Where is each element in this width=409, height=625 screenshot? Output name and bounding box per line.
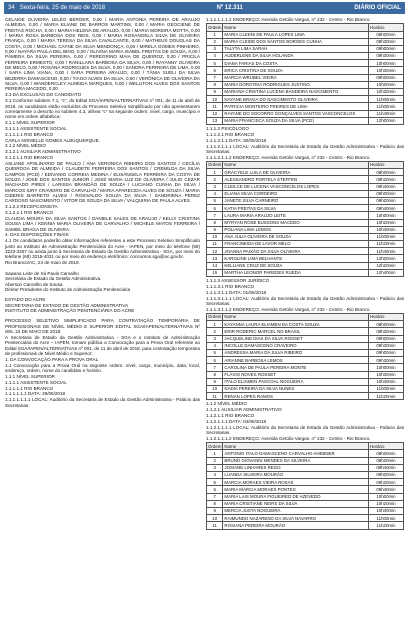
row-nome: PATRICIA MONTEIRO FREIRES DE LIMA bbox=[223, 103, 369, 110]
row-horario: 11h00min bbox=[369, 233, 404, 240]
row-ordem: 5 bbox=[207, 479, 223, 486]
row-ordem: 8 bbox=[207, 219, 223, 226]
row-nome: TALYTA LIMA SARAH bbox=[223, 45, 369, 52]
row-nome: FRANCINEIDA DE LAVOR MELO bbox=[223, 241, 369, 248]
table-row bbox=[207, 378, 404, 385]
subsection: 3.1.1 NÍVEL SUPERIOR bbox=[5, 120, 55, 126]
row-horario: 10h30min bbox=[369, 371, 404, 378]
row-nome: MARIA MARCIA MORAES PONTES bbox=[223, 486, 369, 493]
row-horario: 10h00min bbox=[369, 493, 404, 500]
subsection: 1.1.1.3.1 RIO BRANCO bbox=[206, 283, 255, 289]
table-row bbox=[207, 103, 404, 110]
row-ordem: 9 bbox=[207, 378, 223, 385]
table-row bbox=[207, 96, 404, 103]
paragraph: 1.1 Convocação para a Prova Oral na seguinte ordem: nível, cargo, município, data, local, endereço, ordem, nome do candidato e horário. bbox=[5, 362, 200, 373]
col-ordem: Ordem bbox=[208, 314, 222, 320]
row-horario: 08h30min bbox=[369, 328, 404, 335]
subsection: 1.1.2 NÍVEL MÉDIO bbox=[206, 401, 247, 407]
row-nome: POLIANA LIMA LEMOS bbox=[223, 226, 369, 233]
row-horario: 10h20min bbox=[369, 219, 404, 226]
row-nome: MARTHA LEONOR PAREDES RUEDA bbox=[223, 269, 369, 276]
row-horario: 12h20min bbox=[369, 262, 404, 269]
table-row bbox=[207, 342, 404, 349]
row-horario: 10h40min bbox=[369, 507, 404, 514]
row-nome: FLÁVIO NOVES ROSSET bbox=[223, 371, 369, 378]
row-nome: KATIA FREITAS DA SILVA bbox=[223, 205, 369, 212]
table-row bbox=[207, 241, 404, 248]
row-horario: 09h00min bbox=[369, 350, 404, 357]
subsection: 1.1.1.1.1 RIO BRANCO bbox=[5, 385, 54, 391]
row-horario: 08h20min bbox=[369, 457, 404, 464]
row-horario: 11h20min bbox=[369, 393, 404, 400]
row-horario: 11h20min bbox=[369, 522, 404, 529]
table-row bbox=[207, 493, 404, 500]
address: 1.1.1.3.1.1.2 ENDEREÇO: Avenida Getúlio Vargas, nº 232 - Centro - Rio Branco. bbox=[206, 306, 371, 312]
row-nome: CLEILCE DE LUCENA VASCONCELOS LOPES bbox=[223, 183, 369, 190]
table-row bbox=[207, 205, 404, 212]
row-ordem: 3 bbox=[207, 335, 223, 342]
row-nome: BRUNO GIOVANNI MENDES DA SILVEIRA bbox=[223, 457, 369, 464]
table-row bbox=[207, 500, 404, 507]
row-nome: ERIR RODERIC MARCEL NO BRASIL bbox=[223, 328, 369, 335]
edital-header: SECRETARIA DE ESTADO DE GESTÃO ADMINISTRATIVA bbox=[5, 302, 129, 308]
row-nome: MERCIA JUSTA NOGUEIRA bbox=[223, 507, 369, 514]
row-nome: RENAN LOPES RAMOS bbox=[223, 393, 369, 400]
row-horario: 10h00min bbox=[369, 81, 404, 88]
row-ordem: 8 bbox=[207, 81, 223, 88]
table-row bbox=[207, 110, 404, 117]
row-ordem: 12 bbox=[207, 248, 223, 255]
table-row bbox=[207, 117, 404, 124]
row-nome: RAYANE DO SOCORRO GONÇALVES SANTOS VASCONCELOS bbox=[223, 110, 369, 117]
table-row bbox=[207, 169, 404, 176]
table-row bbox=[207, 248, 404, 255]
row-ordem: 4 bbox=[207, 472, 223, 479]
row-ordem: 5 bbox=[207, 350, 223, 357]
row-nome: ELIANA SILVA CORDEIRO bbox=[223, 190, 369, 197]
row-ordem: 11 bbox=[207, 103, 223, 110]
row-horario: 11h20min bbox=[369, 241, 404, 248]
table-row bbox=[207, 371, 404, 378]
excluded-names-list: CELAIDE OLIVEIRA LELÉO BERGER, 0,00 / MARIA ANTONIA PEREIRA DE ARAUJO ALMEIDA, 0,00 / MARIA ELIANE DE BARROS MARTINS, 0,00 / MARIA GEOCIENE DE FREITAS ROCHA, 0,00 / MARIA HELENA DE ARAUJO, 0,00 / MARIA MOREIRA MOTTA, 0,00 / MARIA ROSA BARBOSA DOS REIS, 0,00 / MARIA ROSANGELA SILVA DE OLIVEIRA FRANÇA, 0,00 / MARIA TERESA DA SILVA CAVALCANTE, 0,00 / MATHEUS DOUGLAS DA COSTA, 0,00 / MICHAEL CAYNE DA SILVA MENDONÇA, 0,00 / MIRELA GOMES PINHEIRO, 0,00 / NAYARA PAULA DEL BINO, 0,00 / OLIVINA MARIA ISABEL FREITAS DE SOUZA, 0,00 / PÂMERA DA SILVA PEREIRA, 0,00 / PEREGRINO MAIA DE QUEIROZ, 0,00 / PRICILA FERREIRA ERMESTO, 0,00 / RANILLARA BARBOSA DA SILVA, 0,00 / RAYANNY OLIVEIRA DE MELO, 0,00 / ROSANA RODRIGUES DA SILVA, 0,00 / SANDRA FERREIRA DE LIMA, 0,00 / SARA LIMA VIANA, 0,00 / SARA PEREIRA ARAÚJO, 0,00 / TÂNIA SUELI DA SILVA BEZERRA DAMASCENO, 0,00 / TIAGO ALVES DA SILVA, 0,00 / VERÔNICA DE OLIVEIRA DA SILVA, 0,00 / WANDERCLEY ALMEIDA MARQUES, 0,00 / WELLITON ALVES DOS SANTOS PEREIRA MACEDO, 0,00 bbox=[5, 17, 200, 92]
col-nome: Nome bbox=[223, 314, 369, 321]
schedule-table-psicologo bbox=[206, 161, 404, 277]
row-horario: 11h00min bbox=[369, 103, 404, 110]
table-row bbox=[207, 515, 404, 522]
subsection: 1.1.2.1 AUXILIAR ADMINISTRATIVO bbox=[206, 407, 282, 413]
issue-date: Sexta-feira, 25 de maio de 2018 bbox=[19, 5, 106, 11]
table-row bbox=[207, 183, 404, 190]
page-header bbox=[4, 2, 405, 14]
subsection: 3.1.2.1 AUXILIAR ADMINISTRATIVO bbox=[5, 149, 81, 155]
table-header-row bbox=[207, 443, 404, 450]
table-header-row bbox=[207, 24, 404, 31]
address: 1.1.1.1.1.1.2 ENDEREÇO: Avenida Getúlio Vargas, nº 232 - Centro - Rio Branco. bbox=[206, 17, 371, 22]
row-horario: 09h00min bbox=[369, 472, 404, 479]
row-horario: 08h40min bbox=[369, 464, 404, 471]
subsection: 3.1.2.2.1 RIO BRANCO bbox=[5, 210, 54, 216]
row-horario: 08h00min bbox=[369, 450, 404, 457]
table-row bbox=[207, 486, 404, 493]
row-ordem: 2 bbox=[207, 176, 223, 183]
table-row bbox=[207, 255, 404, 262]
journal-title: DIÁRIO OFICIAL bbox=[354, 5, 401, 11]
row-nome: INCOLLE DAMASCENO CRAVEIRO bbox=[223, 342, 369, 349]
row-nome: MARIA CLEENI DE PAULA LOPES LIMA bbox=[223, 31, 369, 38]
row-horario: 12h40min bbox=[369, 269, 404, 276]
col-horario: Horário bbox=[369, 443, 404, 450]
table-row bbox=[207, 269, 404, 276]
table-row bbox=[207, 219, 404, 226]
row-horario: 10h30min bbox=[369, 89, 404, 96]
table-row bbox=[207, 197, 404, 204]
table-row bbox=[207, 472, 404, 479]
row-nome: KAROLINE LIMA BELHANTE bbox=[223, 255, 369, 262]
row-horario: 10h20min bbox=[369, 500, 404, 507]
table-header-row bbox=[207, 162, 404, 169]
table-row bbox=[207, 328, 404, 335]
row-horario: 10h00min bbox=[369, 364, 404, 371]
col-nome: Nome bbox=[223, 162, 369, 169]
row-ordem: 15 bbox=[207, 269, 223, 276]
row-horario: 10h00min bbox=[369, 60, 404, 67]
row-nome: JANETE SILVA CARNEIRO bbox=[223, 197, 369, 204]
row-ordem: 7 bbox=[207, 212, 223, 219]
row-ordem: 3 bbox=[207, 183, 223, 190]
row-ordem: 1 bbox=[207, 31, 223, 38]
table-row bbox=[207, 335, 404, 342]
row-nome: ARIANNE BARBOSA LEMOS bbox=[223, 357, 369, 364]
table-row bbox=[207, 464, 404, 471]
col-ordem: Ordem bbox=[208, 162, 222, 168]
row-ordem: 3 bbox=[207, 464, 223, 471]
row-ordem: 8 bbox=[207, 500, 223, 507]
row-horario: 09h00min bbox=[369, 74, 404, 81]
row-ordem: 2 bbox=[207, 457, 223, 464]
row-horario: 11h00min bbox=[369, 385, 404, 392]
row-horario: 09h20min bbox=[369, 479, 404, 486]
table-row bbox=[207, 350, 404, 357]
row-horario: 10h40min bbox=[369, 226, 404, 233]
row-horario: 08h00min bbox=[369, 169, 404, 176]
table-row bbox=[207, 89, 404, 96]
subsection: 1.1.1.2 PSICÓLOGO bbox=[206, 125, 249, 131]
row-horario: 10h30min bbox=[369, 67, 404, 74]
section-heading: 3.3 DA EXCLUSÃO DO CANDIDATO bbox=[5, 92, 82, 98]
row-ordem: 10 bbox=[207, 96, 223, 103]
row-ordem: 11 bbox=[207, 522, 223, 529]
row-ordem: 4 bbox=[207, 190, 223, 197]
row-ordem: 12 bbox=[207, 110, 223, 117]
row-nome: KELLIANE CRUZ DE SOUZA bbox=[223, 262, 369, 269]
subsection: 3.1.1.1 ASSISTENTE SOCIAL bbox=[5, 125, 67, 131]
right-column bbox=[206, 17, 404, 531]
section-heading: 1. DA CONVOCAÇÃO PARA A PROVA ORAL bbox=[5, 356, 99, 362]
row-nome: LAURA MARIA ARAÚJO LEITE bbox=[223, 212, 369, 219]
row-ordem: 11 bbox=[207, 393, 223, 400]
col-horario: Horário bbox=[369, 314, 404, 321]
row-ordem: 11 bbox=[207, 241, 223, 248]
row-horario: 08h20min bbox=[369, 176, 404, 183]
row-horario: 09h40min bbox=[369, 486, 404, 493]
table-row bbox=[207, 357, 404, 364]
issue-number: Nº 12.311 bbox=[216, 5, 243, 11]
row-horario: 09h20min bbox=[369, 197, 404, 204]
row-horario: 11h40min bbox=[369, 248, 404, 255]
row-nome: MARIA LAIS MOURA FIGUEIRED DE AZEVEDO bbox=[223, 493, 369, 500]
subsection: 1.1.1.1 ASSISTENTE SOCIAL bbox=[5, 379, 67, 385]
row-horario: 09h30min bbox=[369, 53, 404, 60]
col-ordem: Ordem bbox=[208, 443, 222, 449]
subsection: 3.1.1.1.1 RIO BRANCO bbox=[5, 131, 54, 137]
subsection: 1.1.1.3.1.1 DATA: 01/06/2018 bbox=[206, 289, 267, 295]
table-row bbox=[207, 45, 404, 52]
row-ordem: 8 bbox=[207, 371, 223, 378]
row-nome: ANA JULIA OLIVEIRA DE SOUZA bbox=[223, 233, 369, 240]
section-heading: 4. DAS DISPOSIÇÕES FINAIS bbox=[5, 232, 69, 238]
candidate-list: ASLIANE APOLINÁRIO DE PAULO / ANA VERONICA RIBEIRO DOS SANTOS / CECÍLIA QUEIROGA DE ALMEIDA / CLAUDETE FERREIRA DOS SANTOS / CREMILDA DA SILVA CAMPOS (PCD) / EDIVANIO CORREIA MEDINA / ELISÂNGELA FERREIRA DA COSTA DE SOUZA / JOSÉ DOS SANTOS JUNIOR / JOSÉ MARIA LUZ DE OLIVEIRA / JULIO CEZAR MACHADO PIRES / LARISSA BRANDÃO DE SOUZA / LUCIANO CUNHA DA SILVA / MARCOS IURY CRAVEIRO DE CARVALHO / MARIA APARECIDA ALVES DE SOUZA / MARIA CIDERIS BARRETO ALVES / ROSIVALDO SOUZA DA SILVA / SANDRIENA PEREZ CARDOSO NASCIMENTO / VITOR DE SOUZA DA SILVA / VALQUIRIA DE PAULA ALVES. bbox=[5, 160, 200, 204]
left-column bbox=[5, 17, 200, 408]
paragraph: A Secretaria de Estado da Gestão Administrativa - SGA e o Instituto de Administração Penitenciária do Acre – IAPEN, tornam pública a Convocação para a Prova Oral referente ao Edital SGA/IAPEN/ALTERNATIVAS nº 001, de 11 de abril de 2018, para contratação temporária de profissionais de Nível Médio e Superior: bbox=[5, 334, 200, 356]
row-ordem: 4 bbox=[207, 342, 223, 349]
row-nome: MARCIA MORAES VIEIRA ROSAS bbox=[223, 479, 369, 486]
candidate-name: CARLA NONIELLE GOMES ALBUQUERQUE. bbox=[5, 137, 100, 143]
row-nome: KAYANNA LAURA ELIAMEN DA COSTA SOUZA bbox=[223, 321, 369, 328]
row-nome: MARIA DOROTEIA RODRIGUES JUSTINO bbox=[223, 81, 369, 88]
table-row bbox=[207, 262, 404, 269]
paragraph: 4.1 Os candidatos poderão obter informações referentes a este Processo Seletivo Simplificado junto ao Instituto de Administração Penitenciária do Acre - IAPEN, por meio do telefone (68) 3223-2257 ou ainda junto à Secretaria de Estado da Gestão Administrativa - SGA, por meio do telefone (68) 3215-4031 ou por meio do endereço eletrônico: concursos.sga@ac.gov.br. bbox=[5, 238, 200, 260]
row-nome: MYRYAN ROSE BUSSONS MACEDO bbox=[223, 219, 369, 226]
paragraph: 3.1 Conforme subitem 7.1, "c", do Edital SGA/IAPEN/ALTERNATIVAS nº 001, de 11 de abril de 2018, os candidatos estão excluídos do Processo Seletivo Simplificado por não apresentarem corretamente o descrito no subitem 4.3, alínea "c" na seguinte ordem: nível, cargo, município e nome em ordem alfabética: bbox=[5, 98, 200, 120]
table-row bbox=[207, 81, 404, 88]
col-nome: Nome bbox=[223, 24, 369, 31]
address: 1.1.2.1.1.1.2 ENDEREÇO: Avenida Getúlio Vargas, nº 232 - Centro - Rio Branco. bbox=[206, 435, 371, 441]
table-row bbox=[207, 450, 404, 457]
table-row bbox=[207, 364, 404, 371]
row-nome: ROSIANA PEREIRA MOURÃO bbox=[223, 522, 369, 529]
row-horario: 09h30min bbox=[369, 342, 404, 349]
row-ordem: 14 bbox=[207, 262, 223, 269]
row-nome: AUDERLENE DA SILVA HOLANDA bbox=[223, 53, 369, 60]
col-ordem: Ordem bbox=[208, 24, 222, 30]
row-nome: JOSIANE LINHARES REGO bbox=[223, 464, 369, 471]
subsection: 1.1.1.3 ASSESSOR JURÍDICO bbox=[206, 278, 270, 284]
row-horario: 08h40min bbox=[369, 183, 404, 190]
row-ordem: 10 bbox=[207, 385, 223, 392]
row-ordem: 1 bbox=[207, 321, 223, 328]
table-row bbox=[207, 479, 404, 486]
row-nome: ANDRESSA MARIA DA SILVA RIBEIRO bbox=[223, 350, 369, 357]
row-horario: 08h00min bbox=[369, 321, 404, 328]
signatory-name: Aberson Carvalho de Sousa bbox=[5, 281, 63, 287]
col-nome: Nome bbox=[223, 443, 369, 450]
place-date: Rio Branco/AC, 24 de maio de 2018. bbox=[5, 260, 80, 266]
row-ordem: 9 bbox=[207, 507, 223, 514]
row-ordem: 6 bbox=[207, 486, 223, 493]
row-nome: ANTONIO ITALO DAMASCENO CARVALHO AHEBNER bbox=[223, 450, 369, 457]
row-nome: NADIA PEREIRA DA SILVA NUNES bbox=[223, 385, 369, 392]
subsection: 3.1.2.2 RECEPCIONISTA bbox=[5, 204, 58, 210]
row-ordem: 6 bbox=[207, 357, 223, 364]
row-horario: 08h30min bbox=[369, 38, 404, 45]
row-horario: 12h00min bbox=[369, 255, 404, 262]
schedule-table-assessor-juridico bbox=[206, 313, 404, 400]
paragraph: 1.1.2.1.1.1.1 LOCAL: Auditório da Secretaria de Estado da Gestão Administrativa - Palácio das Secretarias. bbox=[206, 424, 404, 436]
subsection: 3.1.2 NÍVEL MÉDIO bbox=[5, 143, 46, 149]
row-ordem: 1 bbox=[207, 169, 223, 176]
row-nome: MARCIA WRUBEL VIEIRA bbox=[223, 74, 369, 81]
signatory-name: Sawana Leite de Sá Paulo Carvalho bbox=[5, 270, 79, 276]
table-row bbox=[207, 321, 404, 328]
subsection: 1.1.2.1.1.1 DATA: 04/06/2018 bbox=[206, 418, 267, 424]
row-horario: 08h00min bbox=[369, 31, 404, 38]
row-nome: MARIANA CRISTINA LUCENA BANDEIRA NASCIMENTO bbox=[223, 89, 369, 96]
row-ordem: 5 bbox=[207, 197, 223, 204]
row-horario: 11h00min bbox=[369, 96, 404, 103]
row-horario: 12h00min bbox=[369, 117, 404, 124]
row-ordem: 13 bbox=[207, 255, 223, 262]
table-row bbox=[207, 190, 404, 197]
subsection: 1.1.1.1.1.1 DATA: 29/05/2018 bbox=[5, 391, 66, 397]
subsection: 1.1.1 NÍVEL SUPERIOR bbox=[5, 373, 55, 379]
signatory-title: Secretária de Estado da Gestão Administrativa bbox=[5, 276, 101, 282]
table-row bbox=[207, 507, 404, 514]
table-header-row bbox=[207, 314, 404, 321]
row-horario: 09h30min bbox=[369, 357, 404, 364]
table-row bbox=[207, 226, 404, 233]
schedule-table-assistente-social bbox=[206, 23, 404, 125]
edital-header: INSTITUTO DE ADMINISTRAÇÃO PENITENCIÁRIA DO ACRE bbox=[5, 308, 135, 314]
row-ordem: 2 bbox=[207, 328, 223, 335]
table-row bbox=[207, 212, 404, 219]
table-row bbox=[207, 393, 404, 400]
table-row bbox=[207, 385, 404, 392]
row-nome: RAIMUNDO NAZARENO DA SILVA NAVARRO bbox=[223, 515, 369, 522]
table-row bbox=[207, 176, 404, 183]
row-ordem: 7 bbox=[207, 493, 223, 500]
row-horario: 11h00min bbox=[369, 515, 404, 522]
edital-header: ESTADO DO ACRE bbox=[5, 297, 46, 303]
paragraph: 1.1.1.1.1.1.1 LOCAL: Auditório da Secretaria de Estado da Gestão Administrativa - Palácio das Secretarias. bbox=[5, 397, 200, 408]
page-number-value: 34 bbox=[8, 5, 15, 11]
row-ordem: 9 bbox=[207, 226, 223, 233]
row-ordem: 7 bbox=[207, 364, 223, 371]
row-ordem: 5 bbox=[207, 60, 223, 67]
row-nome: ERICA CRISTINA DE SOUZA bbox=[223, 67, 369, 74]
paragraph: 1.1.1.2.1.1.1 LOCAL: Auditório da Secretaria de Estado da Gestão Administrativa - Palácio das Secretarias. bbox=[206, 143, 404, 154]
col-horario: Horário bbox=[369, 24, 404, 31]
row-ordem: 3 bbox=[207, 45, 223, 52]
signatory-title: Diretor Presidente do Instituto de Administração Penitenciária bbox=[5, 287, 131, 292]
row-nome: MARIA CLEIDE DOS SANTOS BORGES CUNHA bbox=[223, 38, 369, 45]
table-row bbox=[207, 38, 404, 45]
row-horario: 11h40min bbox=[369, 110, 404, 117]
col-horario: Horário bbox=[369, 162, 404, 169]
table-row bbox=[207, 457, 404, 464]
table-row bbox=[207, 53, 404, 60]
row-nome: MARIA CRISTIANE NEIRS DA SILVA bbox=[223, 500, 369, 507]
row-nome: ALESSANDRO PORTELA STEFFEN bbox=[223, 176, 369, 183]
row-horario: 09h00min bbox=[369, 45, 404, 52]
row-nome: CAROLINA DE PAULA PEREIRA MONTE bbox=[223, 364, 369, 371]
row-ordem: 6 bbox=[207, 67, 223, 74]
row-nome: LUANDA SILVEIRA MOURÃO bbox=[223, 472, 369, 479]
paragraph: 1.1.1.3.1.1.1 LOCAL: Auditório da Secretaria de Estado da Gestão Administrativa - Palácio das Secretarias. bbox=[206, 295, 404, 306]
row-ordem: 13 bbox=[207, 117, 223, 124]
row-ordem: 9 bbox=[207, 89, 223, 96]
row-nome: JOANNA PAIXÃO DA SILVA OLIVEIRA bbox=[223, 248, 369, 255]
row-horario: 10h40min bbox=[369, 378, 404, 385]
edital-title: PROCESSO SELETIVO SIMPLIFICADO PARA CONTRATAÇÃO TEMPORÁRIA DE PROFISSIONAIS DE NÍVEL MÉDIO E SUPERIOR EDITAL SGA/IAPEN/ALTERNATIVAS Nº 006, 24 DE MAIO DE 2018. bbox=[5, 318, 200, 335]
row-ordem: 4 bbox=[207, 53, 223, 60]
row-horario: 09h40min bbox=[369, 205, 404, 212]
row-ordem: 10 bbox=[207, 515, 223, 522]
row-horario: 10h00min bbox=[369, 212, 404, 219]
subsection: 1.1.1.2.1.1 DATA: 30/05/2018 bbox=[206, 137, 267, 143]
table-row bbox=[207, 31, 404, 38]
schedule-table-auxiliar-administrativo bbox=[206, 442, 404, 529]
row-ordem: 1 bbox=[207, 450, 223, 457]
table-row bbox=[207, 74, 404, 81]
table-row bbox=[207, 60, 404, 67]
row-ordem: 6 bbox=[207, 205, 223, 212]
row-nome: GRACYELE LUILA DE OLIVEIRA bbox=[223, 169, 369, 176]
row-nome: ITALO ELIAMEN PASCOAL NOGUEIRA bbox=[223, 378, 369, 385]
page-number bbox=[8, 5, 105, 11]
row-nome: JACQUELINE DIAS DA SILVA ROSSET bbox=[223, 335, 369, 342]
address: 1.1.1.2.1.1.2 ENDEREÇO: Avenida Getúlio Vargas, nº 232 - Centro - Rio Branco. bbox=[206, 154, 371, 160]
row-horario: 09h00min bbox=[369, 190, 404, 197]
row-ordem: 7 bbox=[207, 74, 223, 81]
table-row bbox=[207, 522, 404, 529]
subsection: 1.1.1.2.1 RIO BRANCO bbox=[206, 131, 255, 137]
row-ordem: 2 bbox=[207, 38, 223, 45]
subsection: 1.1.2.1.1 RIO BRANCO bbox=[206, 413, 255, 419]
row-nome: MARIA FRANCISCA SOUZA DA SILVA (PCD) bbox=[223, 117, 369, 124]
subsection: 3.1.2.1.1 RIO BRANCO bbox=[5, 155, 54, 161]
table-row bbox=[207, 233, 404, 240]
candidate-list: CLAUDIA MOURA DA SILVA SANTOS / DANIELE SALES DE ARAUJO / KELLY CRISTINA SOUSA LIMA / KENNIA MARIA OLIVEIRA DE CARVALHO / MICHELE MATOS FERREIRA / SAMIEL BRAGA DE OLIVEIRA. bbox=[5, 215, 200, 232]
row-ordem: 10 bbox=[207, 233, 223, 240]
table-row bbox=[207, 67, 404, 74]
row-horario: 09h00min bbox=[369, 335, 404, 342]
row-nome: NAYANE BRAGA DO NASCIMENTO OLIVEIRA bbox=[223, 96, 369, 103]
row-nome: DIANA FARIAS DA COSTA bbox=[223, 60, 369, 67]
